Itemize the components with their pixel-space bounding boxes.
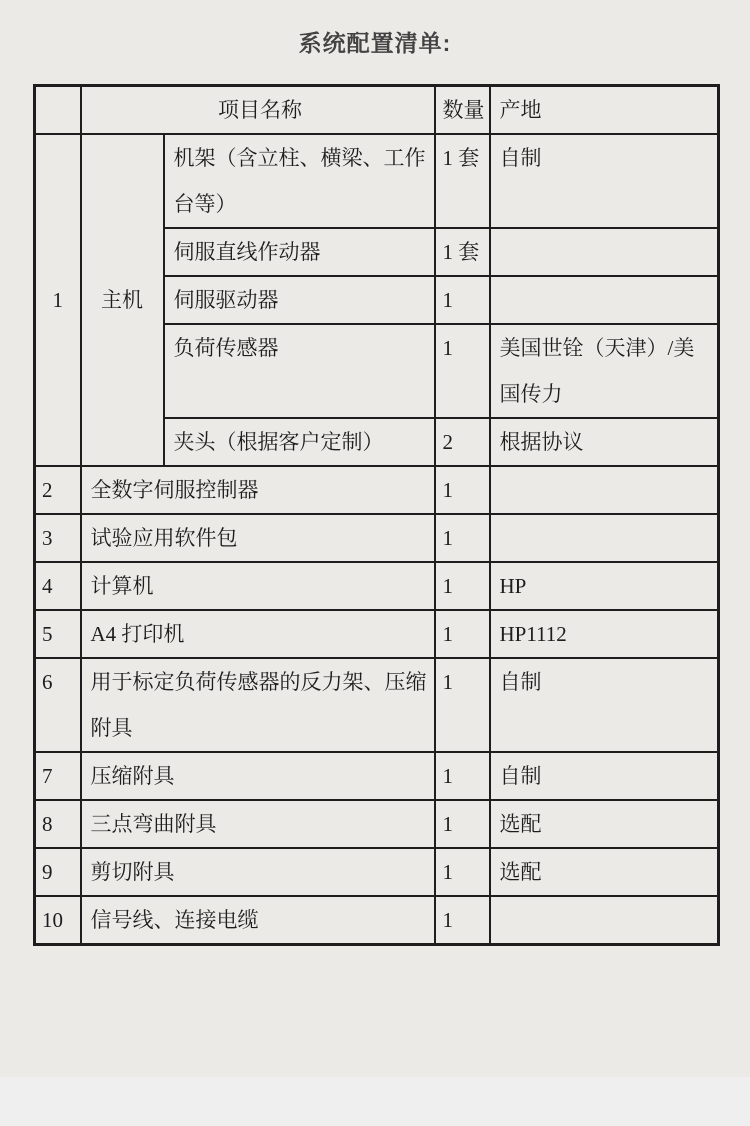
origin-cell: [490, 466, 719, 514]
row-index-cell: 3: [35, 514, 81, 562]
item-cell: 试验应用软件包: [81, 514, 435, 562]
origin-cell: HP1112: [490, 610, 719, 658]
origin-cell: 根据协议: [490, 418, 719, 466]
table-row: [35, 562, 719, 610]
header-index-cell: [35, 86, 81, 135]
qty-cell: 1: [435, 324, 490, 418]
qty-cell: 1: [435, 848, 490, 896]
origin-cell: 自制: [490, 134, 719, 228]
table-row: [35, 896, 719, 945]
origin-cell: 选配: [490, 848, 719, 896]
item-cell: 伺服直线作动器: [164, 228, 435, 276]
origin-cell: [490, 276, 719, 324]
qty-cell: 1: [435, 514, 490, 562]
table-row: [35, 800, 719, 848]
item-cell: A4 打印机: [81, 610, 435, 658]
page-title: 系统配置清单:: [298, 30, 452, 56]
header-origin-cell: 产地: [490, 86, 719, 135]
item-cell: 负荷传感器: [164, 324, 435, 418]
origin-cell: [490, 514, 719, 562]
origin-cell: 美国世铨（天津）/美国传力: [490, 324, 719, 418]
qty-cell: 1 套: [435, 134, 490, 228]
item-cell: 压缩附具: [81, 752, 435, 800]
row-index-cell: 6: [35, 658, 81, 752]
row-index-cell: 1: [35, 134, 81, 466]
row-index-cell: 7: [35, 752, 81, 800]
qty-cell: 1 套: [435, 228, 490, 276]
origin-cell: 选配: [490, 800, 719, 848]
header-item-cell: 项目名称: [81, 86, 435, 135]
item-cell: 三点弯曲附具: [81, 800, 435, 848]
origin-cell: [490, 228, 719, 276]
qty-cell: 1: [435, 466, 490, 514]
header-row: [35, 86, 719, 135]
item-cell: 伺服驱动器: [164, 276, 435, 324]
item-cell: 计算机: [81, 562, 435, 610]
qty-cell: 1: [435, 562, 490, 610]
qty-cell: 1: [435, 800, 490, 848]
table-row: [35, 848, 719, 896]
table-row: [35, 752, 719, 800]
item-cell: 机架（含立柱、横梁、工作台等）: [164, 134, 435, 228]
row-index-cell: 4: [35, 562, 81, 610]
origin-cell: HP: [490, 562, 719, 610]
header-qty-cell: 数量: [435, 86, 490, 135]
item-cell: 信号线、连接电缆: [81, 896, 435, 945]
qty-cell: 1: [435, 752, 490, 800]
item-cell: 剪切附具: [81, 848, 435, 896]
row-index-cell: 5: [35, 610, 81, 658]
table-row: [35, 134, 719, 228]
row-index-cell: 2: [35, 466, 81, 514]
table-row: [35, 610, 719, 658]
origin-cell: 自制: [490, 752, 719, 800]
row-index-cell: 9: [35, 848, 81, 896]
item-cell: 用于标定负荷传感器的反力架、压缩附具: [81, 658, 435, 752]
qty-cell: 2: [435, 418, 490, 466]
page-bottom-gap: [0, 1077, 750, 1126]
qty-cell: 1: [435, 610, 490, 658]
row-index-cell: 8: [35, 800, 81, 848]
table-row: [35, 514, 719, 562]
item-cell: 夹头（根据客户定制）: [164, 418, 435, 466]
qty-cell: 1: [435, 658, 490, 752]
category-cell: 主机: [81, 134, 164, 466]
origin-cell: 自制: [490, 658, 719, 752]
row-index-cell: 10: [35, 896, 81, 945]
qty-cell: 1: [435, 276, 490, 324]
table-row: [35, 466, 719, 514]
origin-cell: [490, 896, 719, 945]
system-config-table: [33, 84, 720, 946]
qty-cell: 1: [435, 896, 490, 945]
item-cell: 全数字伺服控制器: [81, 466, 435, 514]
table-row: [35, 658, 719, 752]
